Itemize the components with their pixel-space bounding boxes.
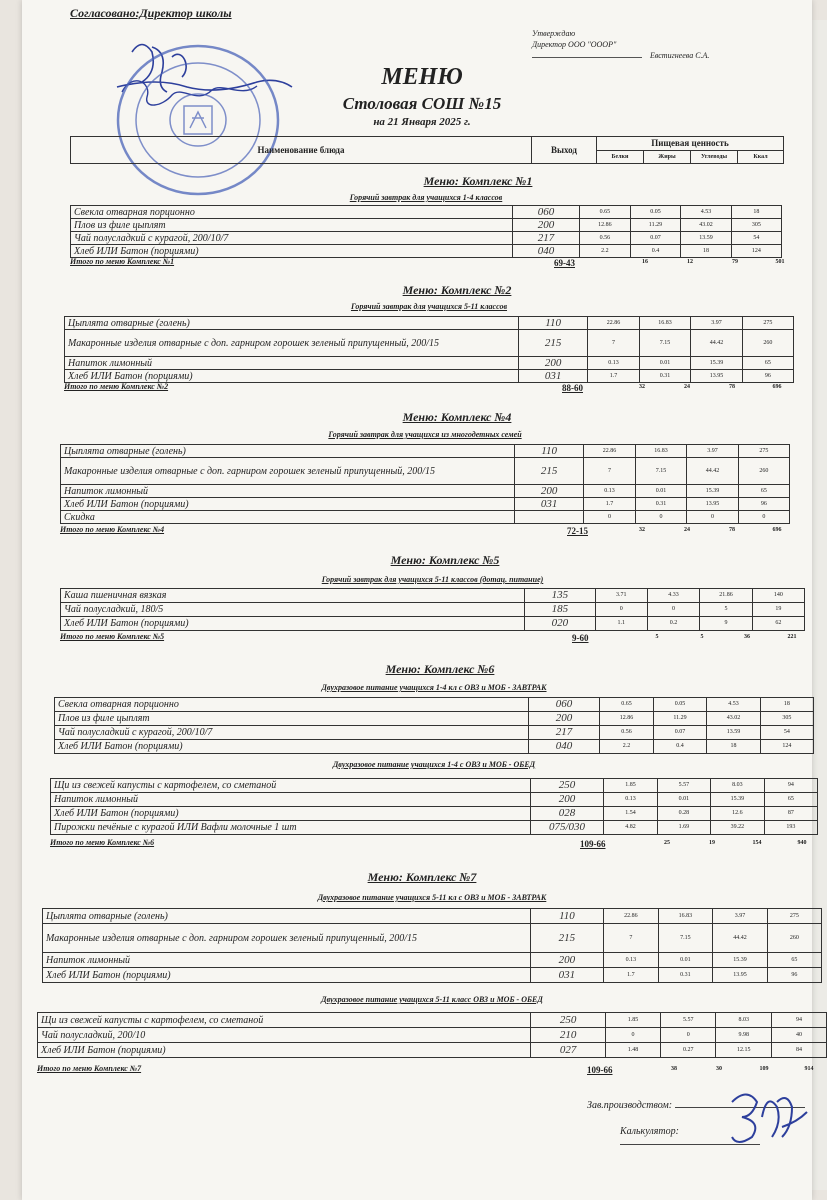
dish-name: Свекла отварная порционно [55,698,529,712]
value-carbs: 44.42 [687,458,739,485]
dish-output: 200 [528,712,599,726]
value-protein: 0.65 [580,206,631,219]
dish-output: 200 [514,485,583,498]
value-protein: 22.86 [604,909,659,924]
menu-table [50,778,818,835]
dish-output: 075/030 [530,821,604,835]
total-carbs: 78 [729,527,735,533]
value-kcal: 140 [752,589,804,603]
complex-total-label: Итого по меню Комплекс №1 [70,257,175,266]
value-kcal: 87 [764,807,817,821]
dish-output: 020 [525,617,595,631]
value-protein: 4.82 [604,821,657,835]
dish-name: Макаронные изделия отварные с доп. гарниром горошек зеленый припущенный, 200/15 [61,458,515,485]
value-kcal: 65 [742,357,793,370]
value-kcal: 94 [771,1013,826,1028]
table-row [55,698,814,712]
value-kcal: 260 [767,924,821,953]
value-kcal: 275 [767,909,821,924]
value-carbs: 9.98 [716,1028,772,1043]
dish-name: Плов из филе цыплят [71,219,513,232]
value-fat: 0.28 [657,807,710,821]
total-kcal: 914 [804,1066,814,1072]
menu-page [22,0,812,1200]
dish-output: 040 [528,740,599,754]
value-protein: 3.71 [595,589,647,603]
dish-name: Свекла отварная порционно [71,206,513,219]
dish-name: Напиток лимонный [51,793,531,807]
dish-name: Цыплята отварные (голень) [65,317,519,330]
value-fat: 0.01 [639,357,691,370]
table-row [71,219,782,232]
col-output: Выход [532,137,597,163]
value-carbs: 15.39 [713,953,768,968]
table-row [51,779,818,793]
value-fat: 0.05 [630,206,681,219]
complex-total-label: Итого по меню Комплекс №6 [50,838,155,847]
table-row [61,617,805,631]
complex-total-price: 109-66 [587,1065,613,1075]
total-kcal: 221 [787,634,797,640]
complex-total-label: Итого по меню Комплекс №4 [60,525,165,534]
dish-name: Цыплята отварные (голень) [43,909,531,924]
table-row [61,485,790,498]
complex-total-label: Итого по меню Комплекс №7 [37,1064,142,1073]
table-row [71,206,782,219]
value-protein: 1.85 [604,779,657,793]
complex-total-price: 109-66 [580,839,606,849]
value-kcal: 124 [731,245,781,258]
value-fat: 16.83 [635,445,687,458]
value-protein: 0 [584,511,636,524]
table-row [55,726,814,740]
dish-output: 060 [528,698,599,712]
value-fat: 5.57 [661,1013,716,1028]
value-kcal: 96 [767,968,821,983]
dish-name: Чай полусладкий с курагой, 200/10/7 [71,232,513,245]
total-protein: 32 [639,527,645,533]
value-protein: 1.7 [584,498,636,511]
dish-output: 215 [518,330,587,357]
total-protein: 38 [671,1066,677,1072]
value-kcal: 94 [764,779,817,793]
value-protein: 12.86 [600,712,654,726]
dish-name: Хлеб ИЛИ Батон (порциями) [38,1043,531,1058]
value-kcal: 62 [752,617,804,631]
value-carbs: 4.53 [707,698,761,712]
value-kcal: 193 [764,821,817,835]
value-kcal: 65 [738,485,789,498]
value-protein: 0 [605,1028,660,1043]
meal-title: Горячий завтрак для учащихся из многодетных семей [328,430,522,439]
value-protein: 0 [595,603,647,617]
value-carbs: 3.97 [691,317,743,330]
menu-table [60,444,790,524]
value-protein: 7 [584,458,636,485]
value-protein: 1.54 [604,807,657,821]
value-fat: 16.83 [639,317,691,330]
value-fat: 0 [661,1028,716,1043]
dish-name: Хлеб ИЛИ Батон (порциями) [61,498,515,511]
meal-title: Двухразовое питание учащихся 1-4 с ОВЗ и МОБ - ОБЕД [332,760,536,769]
dish-name: Плов из филе цыплят [55,712,529,726]
value-protein: 0.13 [604,793,657,807]
table-row [43,953,822,968]
value-carbs: 8.03 [711,779,765,793]
total-protein: 32 [639,384,645,390]
value-fat: 0.07 [630,232,681,245]
value-kcal: 305 [731,219,781,232]
total-protein: 25 [664,840,670,846]
value-fat: 5.57 [657,779,710,793]
value-kcal: 275 [742,317,793,330]
complex-total-price: 69-43 [554,258,575,268]
col-protein: Белки [597,151,644,163]
value-fat: 4.33 [647,589,699,603]
dish-output: 250 [530,779,604,793]
dish-output: 215 [514,458,583,485]
value-fat: 7.15 [635,458,687,485]
value-carbs: 5 [700,603,753,617]
value-fat: 0.05 [653,698,707,712]
table-row [55,740,814,754]
value-fat: 0.31 [639,370,691,383]
value-protein: 0.56 [580,232,631,245]
complex-title: Меню: Комплекс №1 [423,174,533,188]
value-carbs: 44.42 [691,330,743,357]
complex-title: Меню: Комплекс №6 [385,662,495,676]
menu-table [54,697,814,754]
value-carbs: 13.59 [707,726,761,740]
value-kcal: 19 [752,603,804,617]
value-carbs: 3.97 [687,445,739,458]
table-row [65,317,794,330]
dish-output: 217 [512,232,579,245]
value-fat: 0.27 [661,1043,716,1058]
dish-name: Чай полусладкий, 180/5 [61,603,525,617]
value-fat: 0.4 [653,740,707,754]
approval-name: Евстигнеева С.А. [650,51,710,60]
table-row [38,1043,827,1058]
total-kcal: 940 [797,840,807,846]
school-stamp [108,38,288,203]
total-fat: 30 [716,1066,722,1072]
table-row [51,807,818,821]
value-carbs: 43.02 [681,219,732,232]
dish-name: Хлеб ИЛИ Батон (порциями) [71,245,513,258]
menu-table [70,205,782,258]
dish-name: Чай полусладкий с курагой, 200/10/7 [55,726,529,740]
value-protein: 0.13 [588,357,640,370]
value-protein: 12.86 [580,219,631,232]
complex-title: Меню: Комплекс №7 [367,870,477,884]
table-row [71,232,782,245]
complex-title: Меню: Комплекс №2 [402,283,512,297]
table-row [43,924,822,953]
total-fat: 12 [687,259,693,265]
value-carbs: 13.95 [713,968,768,983]
approval-line2: Директор ООО "ОООР" [532,40,617,49]
value-carbs: 18 [681,245,732,258]
value-protein: 1.7 [604,968,659,983]
value-fat: 11.29 [653,712,707,726]
value-kcal: 96 [738,498,789,511]
dish-name: Скидка [61,511,515,524]
dish-output: 040 [512,245,579,258]
meal-title: Горячий завтрак для учащихся 1-4 классов [349,193,503,202]
dish-output: 031 [514,498,583,511]
page-subtitle: Столовая СОШ №15 [342,94,502,113]
value-kcal: 0 [738,511,789,524]
meal-title: Двухразовое питание учащихся 5-11 кл с ОВЗ и МОБ - ЗАВТРАК [317,893,547,902]
dish-name: Хлеб ИЛИ Батон (порциями) [43,968,531,983]
dish-name: Напиток лимонный [65,357,519,370]
table-row [43,968,822,983]
complex-total-price: 9-60 [572,633,589,643]
value-kcal: 54 [731,232,781,245]
value-fat: 0.01 [635,485,687,498]
value-carbs: 3.97 [713,909,768,924]
dish-name: Напиток лимонный [43,953,531,968]
dish-output: 110 [518,317,587,330]
value-carbs: 13.95 [691,370,743,383]
value-protein: 2.2 [580,245,631,258]
complex-total-price: 88-60 [562,383,583,393]
total-fat: 24 [684,384,690,390]
value-fat: 11.29 [630,219,681,232]
total-carbs: 154 [752,840,762,846]
dish-output: 027 [531,1043,605,1058]
value-fat: 0.31 [635,498,687,511]
col-fat: Жиры [644,151,691,163]
dish-output: 110 [530,909,603,924]
value-protein: 0.13 [604,953,659,968]
dish-name: Хлеб ИЛИ Батон (порциями) [61,617,525,631]
production-label: Зав.производством: [587,1100,673,1111]
menu-date: на 21 Января 2025 г. [373,116,471,128]
dish-output [514,511,583,524]
dish-output: 200 [518,357,587,370]
value-carbs: 13.59 [681,232,732,245]
table-row [61,445,790,458]
value-carbs: 13.95 [687,498,739,511]
value-protein: 1.7 [588,370,640,383]
value-protein: 0.13 [584,485,636,498]
dish-name: Макаронные изделия отварные с доп. гарниром горошек зеленый припущенный, 200/15 [43,924,531,953]
col-kcal: Ккал [753,154,768,160]
dish-name: Пирожки печёные с курагой ИЛИ Вафли молочные 1 шт [51,821,531,835]
column-header [70,136,784,164]
table-row [65,370,794,383]
col-carbs: Углеводы [691,151,738,163]
total-kcal: 696 [772,527,782,533]
value-fat: 0.01 [657,793,710,807]
calculator-label: Калькулятор: [620,1126,679,1137]
dish-name: Чай полусладкий, 200/10 [38,1028,531,1043]
menu-table [64,316,794,383]
table-row [55,712,814,726]
value-kcal: 54 [760,726,813,740]
value-kcal: 18 [760,698,813,712]
dish-name: Напиток лимонный [61,485,515,498]
total-carbs: 78 [729,384,735,390]
approval-signature-line [532,57,642,58]
value-kcal: 65 [764,793,817,807]
table-row [61,589,805,603]
value-protein: 0.65 [600,698,654,712]
col-nutrition: Пищевая ценность [597,137,783,151]
value-protein: 22.86 [584,445,636,458]
value-carbs: 4.53 [681,206,732,219]
value-carbs: 12.6 [711,807,765,821]
value-protein: 1.48 [605,1043,660,1058]
total-carbs: 36 [744,634,750,640]
meal-title: Двухразовое питание учащихся 1-4 кл с ОВЗ и МОБ - ЗАВТРАК [321,683,547,692]
value-fat: 0.07 [653,726,707,740]
dish-output: 200 [512,219,579,232]
agreed-label: Согласовано:Директор школы [70,6,232,20]
value-kcal: 275 [738,445,789,458]
value-kcal: 260 [742,330,793,357]
complex-title: Меню: Комплекс №5 [390,553,500,567]
value-carbs: 44.42 [713,924,768,953]
value-protein: 0.56 [600,726,654,740]
dish-output: 031 [530,968,603,983]
table-row [61,458,790,485]
value-protein: 1.85 [605,1013,660,1028]
value-carbs: 21.86 [700,589,753,603]
value-protein: 7 [588,330,640,357]
value-fat: 0 [647,603,699,617]
value-fat: 16.83 [658,909,713,924]
value-protein: 2.2 [600,740,654,754]
value-fat: 1.69 [657,821,710,835]
value-kcal: 65 [767,953,821,968]
approval-block [532,28,709,61]
table-row [51,793,818,807]
value-protein: 1.1 [595,617,647,631]
menu-table [42,908,822,983]
dish-name: Макаронные изделия отварные с доп. гарниром горошек зеленый припущенный, 200/15 [65,330,519,357]
table-row [65,357,794,370]
value-protein: 7 [604,924,659,953]
dish-output: 215 [530,924,603,953]
dish-output: 250 [531,1013,605,1028]
dish-name: Хлеб ИЛИ Батон (порциями) [55,740,529,754]
value-carbs: 12.15 [716,1043,772,1058]
dish-output: 210 [531,1028,605,1043]
dish-name: Хлеб ИЛИ Батон (порциями) [65,370,519,383]
dish-output: 185 [525,603,595,617]
meal-title: Горячий завтрак для учащихся 5-11 классов [350,302,508,311]
value-carbs: 43.02 [707,712,761,726]
value-kcal: 305 [760,712,813,726]
total-carbs: 109 [759,1066,769,1072]
total-protein: 16 [642,259,648,265]
value-fat: 0.4 [630,245,681,258]
menu-table [37,1012,827,1058]
complex-total-price: 72-15 [567,526,588,536]
meal-title: Двухразовое питание учащихся 5-11 класс ОВЗ и МОБ - ОБЕД [321,995,543,1004]
total-kcal: 696 [772,384,782,390]
complex-title: Меню: Комплекс №4 [402,410,512,424]
value-fat: 7.15 [639,330,691,357]
value-kcal: 260 [738,458,789,485]
page-title: МЕНЮ [381,64,463,90]
production-signature [722,1082,812,1152]
col-dish-name: Наименование блюда [71,137,532,163]
total-kcal: 501 [775,259,785,265]
approval-line1: Утверждаю [532,29,576,38]
value-carbs: 18 [707,740,761,754]
table-row [61,511,790,524]
dish-output: 200 [530,953,603,968]
table-row [61,603,805,617]
dish-output: 135 [525,589,595,603]
value-kcal: 84 [771,1043,826,1058]
table-row [38,1013,827,1028]
dish-output: 060 [512,206,579,219]
complex-total-label: Итого по меню Комплекс №2 [64,382,169,391]
value-carbs: 9 [700,617,753,631]
table-row [65,330,794,357]
dish-name: Каша пшеничная вязкая [61,589,525,603]
complex-total-label: Итого по меню Комплекс №5 [60,632,165,641]
value-fat: 0.31 [658,968,713,983]
value-fat: 0 [635,511,687,524]
value-fat: 7.15 [658,924,713,953]
value-protein: 22.86 [588,317,640,330]
value-carbs: 0 [687,511,739,524]
value-kcal: 18 [731,206,781,219]
value-carbs: 15.39 [711,793,765,807]
table-row [61,498,790,511]
table-row [51,821,818,835]
table-row [38,1028,827,1043]
value-carbs: 39.22 [711,821,765,835]
value-fat: 0.01 [658,953,713,968]
total-carbs: 79 [732,259,738,265]
meal-title: Горячий завтрак для учащихся 5-11 классов (дотац. питание) [321,575,544,584]
table-row [43,909,822,924]
total-fat: 24 [684,527,690,533]
dish-output: 031 [518,370,587,383]
value-kcal: 40 [771,1028,826,1043]
value-fat: 0.2 [647,617,699,631]
dish-output: 217 [528,726,599,740]
total-fat: 19 [709,840,715,846]
value-kcal: 96 [742,370,793,383]
total-protein: 5 [655,634,659,640]
dish-output: 028 [530,807,604,821]
value-kcal: 124 [760,740,813,754]
dish-name: Хлеб ИЛИ Батон (порциями) [51,807,531,821]
value-carbs: 15.39 [687,485,739,498]
dish-name: Цыплята отварные (голень) [61,445,515,458]
dish-output: 200 [530,793,604,807]
menu-table [60,588,805,631]
total-fat: 5 [700,634,704,640]
dish-name: Щи из свежей капусты с картофелем, со сметаной [38,1013,531,1028]
dish-output: 110 [514,445,583,458]
value-carbs: 8.03 [716,1013,772,1028]
table-row [71,245,782,258]
dish-name: Щи из свежей капусты с картофелем, со сметаной [51,779,531,793]
value-carbs: 15.39 [691,357,743,370]
